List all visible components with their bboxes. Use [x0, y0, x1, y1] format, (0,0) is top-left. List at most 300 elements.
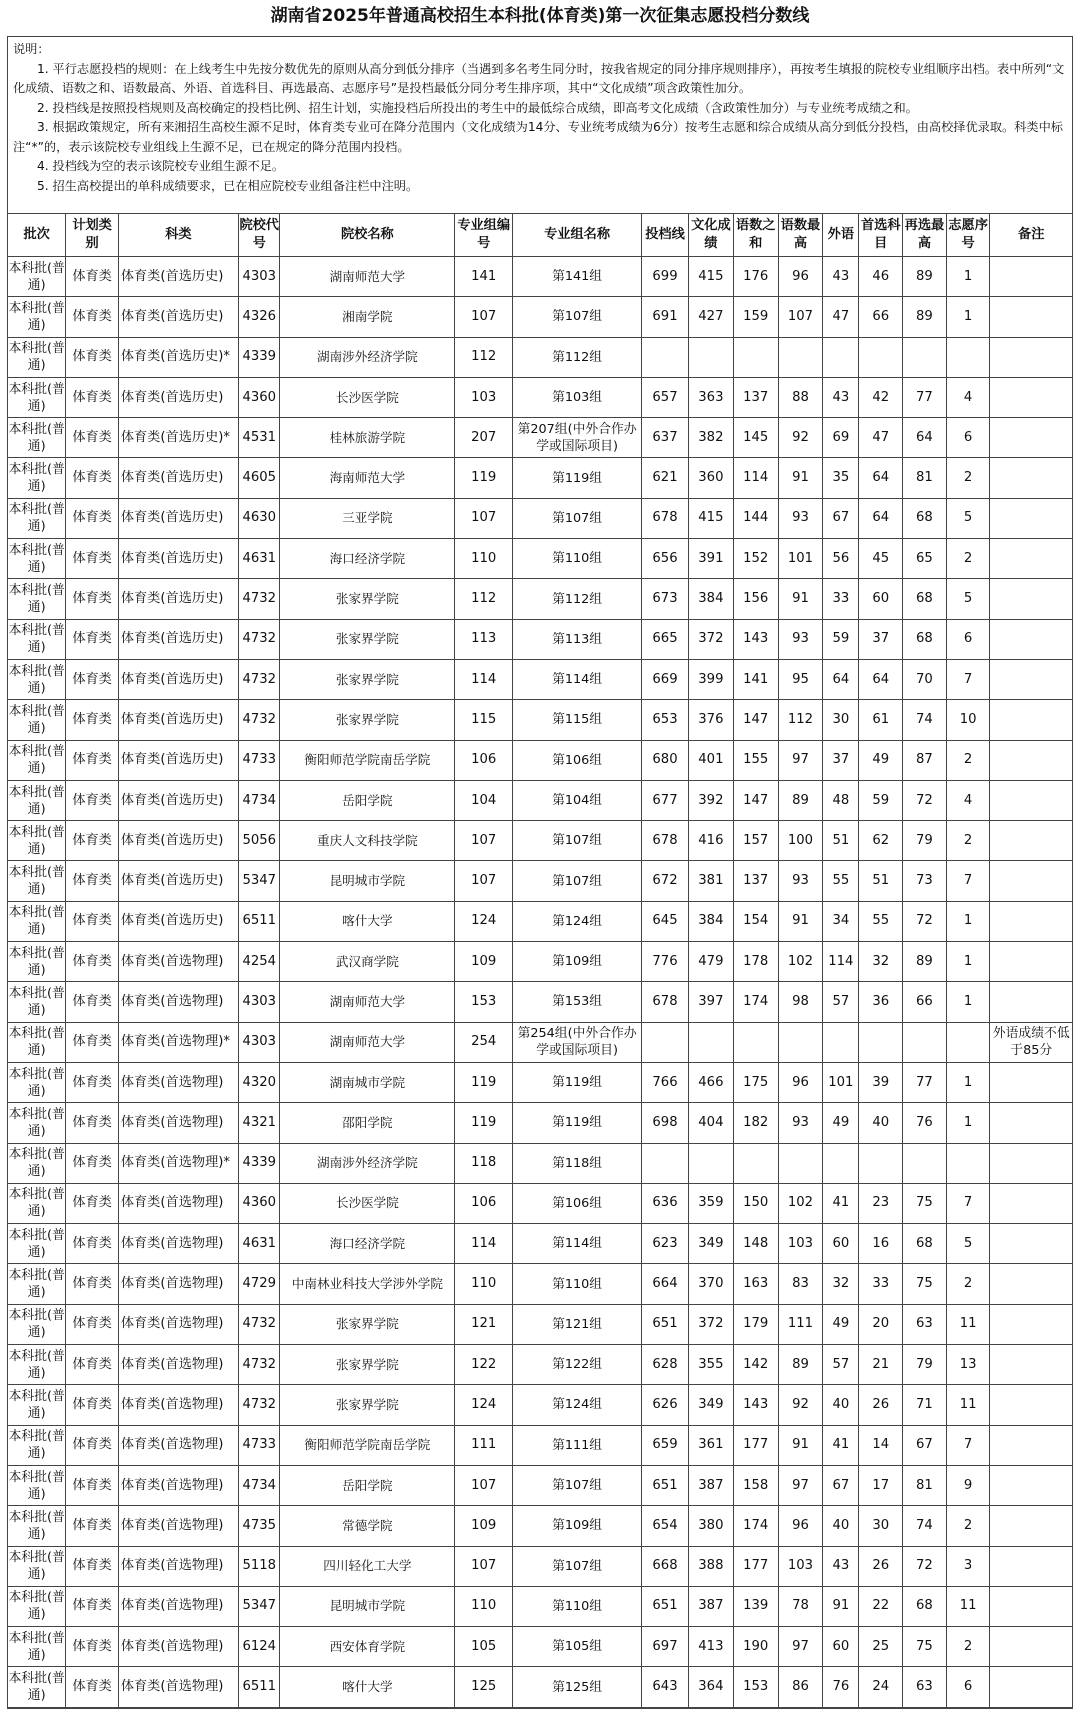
group-code-cell: 107 — [455, 1465, 513, 1505]
group-name-cell: 第105组 — [513, 1627, 642, 1667]
chinese-math-sum-cell: 148 — [733, 1224, 778, 1264]
preference-order-cell: 1 — [946, 257, 990, 297]
table-row — [8, 700, 1072, 740]
group-name-cell: 第109组 — [513, 942, 642, 982]
group-code-cell: 153 — [455, 982, 513, 1022]
first-subject-cell: 64 — [859, 659, 903, 699]
second-max-cell: 65 — [903, 539, 947, 579]
group-code-cell: 113 — [455, 619, 513, 659]
first-subject-cell: 46 — [859, 257, 903, 297]
chinese-math-sum-cell: 178 — [733, 942, 778, 982]
plan-type-cell: 体育类 — [66, 458, 118, 498]
chinese-math-sum-cell: 174 — [733, 1506, 778, 1546]
chinese-math-sum-cell: 137 — [733, 377, 778, 417]
foreign-language-cell — [823, 1143, 859, 1183]
school-code-cell: 4732 — [238, 619, 280, 659]
table-row — [8, 619, 1072, 659]
group-name-cell: 第118组 — [513, 1143, 642, 1183]
cutoff-score-cell — [642, 1022, 689, 1062]
first-subject-cell: 22 — [859, 1586, 903, 1626]
culture-score-cell — [689, 1022, 734, 1062]
second-max-cell: 81 — [903, 458, 947, 498]
page-title: 湖南省2025年普通高校招生本科批(体育类)第一次征集志愿投档分数线 — [270, 6, 810, 26]
table-row — [8, 1546, 1072, 1586]
first-subject-cell: 30 — [859, 1506, 903, 1546]
foreign-language-cell: 60 — [823, 1224, 859, 1264]
culture-score-cell: 359 — [689, 1183, 734, 1223]
chinese-math-sum-cell: 154 — [733, 901, 778, 941]
plan-type-cell: 体育类 — [66, 942, 118, 982]
chinese-math-sum-cell: 137 — [733, 861, 778, 901]
foreign-language-cell: 43 — [823, 377, 859, 417]
batch-cell: 本科批(普通) — [8, 458, 66, 498]
remarks-cell — [990, 821, 1072, 861]
chinese-math-max-cell — [778, 1022, 823, 1062]
second-max-cell: 76 — [903, 1103, 947, 1143]
school-name-cell: 喀什大学 — [280, 1667, 455, 1707]
culture-score-cell: 479 — [689, 942, 734, 982]
group-name-cell: 第107组 — [513, 1465, 642, 1505]
school-code-cell: 6511 — [238, 901, 280, 941]
first-subject-cell: 64 — [859, 498, 903, 538]
group-code-cell: 115 — [455, 700, 513, 740]
header-cell: 院校名称 — [280, 214, 455, 257]
foreign-language-cell: 67 — [823, 498, 859, 538]
school-code-cell: 4732 — [238, 1345, 280, 1385]
culture-score-cell: 466 — [689, 1062, 734, 1102]
batch-cell: 本科批(普通) — [8, 740, 66, 780]
school-name-cell: 湖南涉外经济学院 — [280, 337, 455, 377]
school-name-cell: 湘南学院 — [280, 297, 455, 337]
group-code-cell: 112 — [455, 579, 513, 619]
preference-order-cell: 5 — [946, 579, 990, 619]
group-name-cell: 第109组 — [513, 1506, 642, 1546]
group-code-cell: 110 — [455, 539, 513, 579]
school-name-cell: 昆明城市学院 — [280, 1586, 455, 1626]
second-max-cell: 75 — [903, 1627, 947, 1667]
foreign-language-cell: 32 — [823, 1264, 859, 1304]
first-subject-cell: 32 — [859, 942, 903, 982]
first-subject-cell: 17 — [859, 1465, 903, 1505]
foreign-language-cell — [823, 337, 859, 377]
second-max-cell: 73 — [903, 861, 947, 901]
school-code-cell: 4729 — [238, 1264, 280, 1304]
cutoff-score-cell: 680 — [642, 740, 689, 780]
chinese-math-max-cell: 88 — [778, 377, 823, 417]
remarks-cell — [990, 1062, 1072, 1102]
subject-category-cell: 体育类(首选历史) — [118, 458, 238, 498]
subject-category-cell: 体育类(首选历史) — [118, 619, 238, 659]
foreign-language-cell: 47 — [823, 297, 859, 337]
chinese-math-sum-cell: 143 — [733, 1385, 778, 1425]
chinese-math-sum-cell: 190 — [733, 1627, 778, 1667]
foreign-language-cell: 41 — [823, 1425, 859, 1465]
second-max-cell: 67 — [903, 1425, 947, 1465]
plan-type-cell: 体育类 — [66, 1103, 118, 1143]
chinese-math-max-cell: 111 — [778, 1304, 823, 1344]
remarks-cell — [990, 1667, 1072, 1707]
school-code-cell: 4531 — [238, 418, 280, 458]
preference-order-cell — [946, 1022, 990, 1062]
foreign-language-cell: 40 — [823, 1385, 859, 1425]
preference-order-cell: 11 — [946, 1385, 990, 1425]
school-name-cell: 湖南涉外经济学院 — [280, 1143, 455, 1183]
group-code-cell: 109 — [455, 942, 513, 982]
chinese-math-sum-cell: 174 — [733, 982, 778, 1022]
header-cell: 外语 — [823, 214, 859, 257]
foreign-language-cell: 37 — [823, 740, 859, 780]
preference-order-cell: 11 — [946, 1304, 990, 1344]
chinese-math-sum-cell: 141 — [733, 659, 778, 699]
group-code-cell: 124 — [455, 1385, 513, 1425]
culture-score-cell: 382 — [689, 418, 734, 458]
subject-category-cell: 体育类(首选历史)* — [118, 418, 238, 458]
preference-order-cell: 6 — [946, 1667, 990, 1707]
batch-cell: 本科批(普通) — [8, 982, 66, 1022]
group-code-cell: 107 — [455, 297, 513, 337]
batch-cell: 本科批(普通) — [8, 619, 66, 659]
second-max-cell — [903, 1022, 947, 1062]
plan-type-cell: 体育类 — [66, 1264, 118, 1304]
table-row — [8, 1264, 1072, 1304]
culture-score-cell: 361 — [689, 1425, 734, 1465]
chinese-math-sum-cell: 147 — [733, 700, 778, 740]
chinese-math-sum-cell: 159 — [733, 297, 778, 337]
cutoff-score-cell: 621 — [642, 458, 689, 498]
cutoff-score-cell: 678 — [642, 982, 689, 1022]
plan-type-cell: 体育类 — [66, 982, 118, 1022]
group-code-cell: 104 — [455, 780, 513, 820]
culture-score-cell: 391 — [689, 539, 734, 579]
chinese-math-sum-cell: 152 — [733, 539, 778, 579]
school-code-cell: 5118 — [238, 1546, 280, 1586]
second-max-cell: 68 — [903, 1586, 947, 1626]
second-max-cell: 89 — [903, 257, 947, 297]
group-code-cell: 118 — [455, 1143, 513, 1183]
chinese-math-max-cell: 98 — [778, 982, 823, 1022]
chinese-math-sum-cell: 176 — [733, 257, 778, 297]
school-code-cell: 4360 — [238, 1183, 280, 1223]
school-name-cell: 张家界学院 — [280, 619, 455, 659]
second-max-cell: 81 — [903, 1465, 947, 1505]
subject-category-cell: 体育类(首选历史) — [118, 700, 238, 740]
chinese-math-max-cell: 107 — [778, 297, 823, 337]
preference-order-cell — [946, 337, 990, 377]
plan-type-cell: 体育类 — [66, 1062, 118, 1102]
preference-order-cell: 1 — [946, 901, 990, 941]
subject-category-cell: 体育类(首选历史) — [118, 659, 238, 699]
table-row — [8, 297, 1072, 337]
chinese-math-max-cell: 93 — [778, 1103, 823, 1143]
table-row — [8, 1425, 1072, 1465]
school-name-cell: 中南林业科技大学涉外学院 — [280, 1264, 455, 1304]
foreign-language-cell: 51 — [823, 821, 859, 861]
second-max-cell: 74 — [903, 700, 947, 740]
group-name-cell: 第119组 — [513, 1103, 642, 1143]
remarks-cell — [990, 619, 1072, 659]
second-max-cell: 72 — [903, 901, 947, 941]
foreign-language-cell: 57 — [823, 982, 859, 1022]
plan-type-cell: 体育类 — [66, 1465, 118, 1505]
culture-score-cell: 372 — [689, 1304, 734, 1344]
school-name-cell: 湖南城市学院 — [280, 1062, 455, 1102]
header-cell: 投档线 — [642, 214, 689, 257]
chinese-math-max-cell — [778, 337, 823, 377]
preference-order-cell: 6 — [946, 418, 990, 458]
remarks-cell — [990, 1143, 1072, 1183]
school-name-cell: 湖南师范大学 — [280, 982, 455, 1022]
table-row — [8, 1183, 1072, 1223]
culture-score-cell: 397 — [689, 982, 734, 1022]
remarks-cell — [990, 982, 1072, 1022]
plan-type-cell: 体育类 — [66, 901, 118, 941]
school-code-cell: 4733 — [238, 740, 280, 780]
culture-score-cell: 363 — [689, 377, 734, 417]
school-code-cell: 4303 — [238, 982, 280, 1022]
chinese-math-max-cell: 96 — [778, 1062, 823, 1102]
remarks-cell — [990, 861, 1072, 901]
school-name-cell: 喀什大学 — [280, 901, 455, 941]
remarks-cell — [990, 337, 1072, 377]
chinese-math-sum-cell: 114 — [733, 458, 778, 498]
cutoff-score-cell: 626 — [642, 1385, 689, 1425]
preference-order-cell: 7 — [946, 1425, 990, 1465]
plan-type-cell: 体育类 — [66, 1627, 118, 1667]
cutoff-score-cell: 673 — [642, 579, 689, 619]
plan-type-cell: 体育类 — [66, 619, 118, 659]
batch-cell: 本科批(普通) — [8, 1546, 66, 1586]
preference-order-cell: 2 — [946, 458, 990, 498]
group-code-cell: 124 — [455, 901, 513, 941]
school-code-cell: 4630 — [238, 498, 280, 538]
foreign-language-cell: 59 — [823, 619, 859, 659]
culture-score-cell: 370 — [689, 1264, 734, 1304]
table-row — [8, 1667, 1072, 1707]
foreign-language-cell: 55 — [823, 861, 859, 901]
plan-type-cell: 体育类 — [66, 297, 118, 337]
group-code-cell: 111 — [455, 1425, 513, 1465]
school-name-cell: 湖南师范大学 — [280, 257, 455, 297]
remarks-cell — [990, 1506, 1072, 1546]
table-row — [8, 377, 1072, 417]
school-code-cell: 4735 — [238, 1506, 280, 1546]
batch-cell: 本科批(普通) — [8, 1143, 66, 1183]
chinese-math-max-cell: 86 — [778, 1667, 823, 1707]
subject-category-cell: 体育类(首选物理) — [118, 1224, 238, 1264]
table-row — [8, 1103, 1072, 1143]
school-name-cell: 武汉商学院 — [280, 942, 455, 982]
table-row — [8, 257, 1072, 297]
group-name-cell: 第107组 — [513, 861, 642, 901]
chinese-math-max-cell — [778, 1143, 823, 1183]
culture-score-cell: 380 — [689, 1506, 734, 1546]
batch-cell: 本科批(普通) — [8, 901, 66, 941]
chinese-math-max-cell: 97 — [778, 1465, 823, 1505]
subject-category-cell: 体育类(首选物理) — [118, 1304, 238, 1344]
school-code-cell: 4733 — [238, 1425, 280, 1465]
school-name-cell: 桂林旅游学院 — [280, 418, 455, 458]
chinese-math-max-cell: 112 — [778, 700, 823, 740]
cutoff-score-cell: 623 — [642, 1224, 689, 1264]
second-max-cell: 79 — [903, 1345, 947, 1385]
cutoff-score-cell: 659 — [642, 1425, 689, 1465]
batch-cell: 本科批(普通) — [8, 1667, 66, 1707]
batch-cell: 本科批(普通) — [8, 579, 66, 619]
chinese-math-sum-cell: 177 — [733, 1546, 778, 1586]
school-code-cell: 4339 — [238, 1143, 280, 1183]
second-max-cell: 64 — [903, 418, 947, 458]
plan-type-cell: 体育类 — [66, 700, 118, 740]
preference-order-cell: 2 — [946, 1627, 990, 1667]
remarks-cell — [990, 579, 1072, 619]
group-code-cell: 112 — [455, 337, 513, 377]
school-name-cell: 长沙医学院 — [280, 377, 455, 417]
subject-category-cell: 体育类(首选历史) — [118, 257, 238, 297]
second-max-cell: 89 — [903, 942, 947, 982]
culture-score-cell — [689, 1143, 734, 1183]
school-name-cell: 张家界学院 — [280, 1345, 455, 1385]
first-subject-cell: 36 — [859, 982, 903, 1022]
preference-order-cell: 2 — [946, 821, 990, 861]
plan-type-cell: 体育类 — [66, 1143, 118, 1183]
foreign-language-cell: 101 — [823, 1062, 859, 1102]
group-code-cell: 119 — [455, 1062, 513, 1102]
preference-order-cell: 9 — [946, 1465, 990, 1505]
remarks-cell — [990, 458, 1072, 498]
chinese-math-max-cell: 89 — [778, 1345, 823, 1385]
cutoff-score-cell: 657 — [642, 377, 689, 417]
first-subject-cell: 61 — [859, 700, 903, 740]
preference-order-cell: 13 — [946, 1345, 990, 1385]
school-code-cell: 4734 — [238, 780, 280, 820]
foreign-language-cell: 91 — [823, 1586, 859, 1626]
preference-order-cell: 3 — [946, 1546, 990, 1586]
school-code-cell: 6124 — [238, 1627, 280, 1667]
second-max-cell: 63 — [903, 1667, 947, 1707]
culture-score-cell: 372 — [689, 619, 734, 659]
table-row — [8, 1062, 1072, 1102]
remarks-cell — [990, 901, 1072, 941]
foreign-language-cell: 43 — [823, 257, 859, 297]
plan-type-cell: 体育类 — [66, 821, 118, 861]
chinese-math-sum-cell: 163 — [733, 1264, 778, 1304]
cutoff-score-cell: 643 — [642, 1667, 689, 1707]
chinese-math-sum-cell: 153 — [733, 1667, 778, 1707]
school-code-cell: 4732 — [238, 700, 280, 740]
foreign-language-cell: 49 — [823, 1304, 859, 1344]
first-subject-cell — [859, 1143, 903, 1183]
foreign-language-cell: 49 — [823, 1103, 859, 1143]
cutoff-score-cell: 665 — [642, 619, 689, 659]
preference-order-cell: 10 — [946, 700, 990, 740]
foreign-language-cell: 114 — [823, 942, 859, 982]
foreign-language-cell: 33 — [823, 579, 859, 619]
school-code-cell: 4321 — [238, 1103, 280, 1143]
subject-category-cell: 体育类(首选历史) — [118, 821, 238, 861]
preference-order-cell: 7 — [946, 861, 990, 901]
cutoff-score-cell: 645 — [642, 901, 689, 941]
remarks-cell — [990, 297, 1072, 337]
subject-category-cell: 体育类(首选物理) — [118, 1103, 238, 1143]
preference-order-cell: 4 — [946, 780, 990, 820]
group-name-cell: 第122组 — [513, 1345, 642, 1385]
preference-order-cell — [946, 1143, 990, 1183]
table-row — [8, 821, 1072, 861]
cutoff-score-cell: 653 — [642, 700, 689, 740]
group-name-cell: 第119组 — [513, 458, 642, 498]
header-cell: 再选最高 — [903, 214, 947, 257]
remarks-cell — [990, 1345, 1072, 1385]
table-row — [8, 1345, 1072, 1385]
batch-cell: 本科批(普通) — [8, 821, 66, 861]
group-code-cell: 122 — [455, 1345, 513, 1385]
foreign-language-cell: 40 — [823, 1506, 859, 1546]
preference-order-cell: 1 — [946, 942, 990, 982]
subject-category-cell: 体育类(首选物理) — [118, 1465, 238, 1505]
chinese-math-max-cell: 96 — [778, 257, 823, 297]
chinese-math-max-cell: 102 — [778, 942, 823, 982]
first-subject-cell — [859, 337, 903, 377]
batch-cell: 本科批(普通) — [8, 1345, 66, 1385]
group-code-cell: 106 — [455, 1183, 513, 1223]
chinese-math-sum-cell: 145 — [733, 418, 778, 458]
culture-score-cell: 349 — [689, 1224, 734, 1264]
remarks-cell — [990, 1264, 1072, 1304]
culture-score-cell: 399 — [689, 659, 734, 699]
culture-score-cell: 387 — [689, 1465, 734, 1505]
group-code-cell: 141 — [455, 257, 513, 297]
group-name-cell: 第107组 — [513, 1546, 642, 1586]
chinese-math-sum-cell: 157 — [733, 821, 778, 861]
plan-type-cell: 体育类 — [66, 1425, 118, 1465]
note-item: 3. 根据政策规定，所有来湘招生高校生源不足时，体育类专业可在降分范围内（文化成绩为14分、专业统考成绩为6分）按考生志愿和综合成绩从高分到低分投档，由高校择优录取。科类中标注“*”的，表示该院校专业组线上生源不足，已在规定的降分范围内投档。 — [13, 120, 1063, 154]
remarks-cell: 外语成绩不低于85分 — [990, 1022, 1072, 1062]
plan-type-cell: 体育类 — [66, 861, 118, 901]
cutoff-score-cell: 637 — [642, 418, 689, 458]
first-subject-cell: 14 — [859, 1425, 903, 1465]
table-row — [8, 1465, 1072, 1505]
culture-score-cell: 384 — [689, 901, 734, 941]
foreign-language-cell: 67 — [823, 1465, 859, 1505]
table-row — [8, 458, 1072, 498]
group-code-cell: 107 — [455, 861, 513, 901]
notes-section — [8, 37, 1072, 214]
subject-category-cell: 体育类(首选物理) — [118, 1385, 238, 1425]
group-name-cell: 第119组 — [513, 1062, 642, 1102]
chinese-math-sum-cell: 147 — [733, 780, 778, 820]
cutoff-score-cell: 698 — [642, 1103, 689, 1143]
preference-order-cell: 2 — [946, 539, 990, 579]
remarks-cell — [990, 1546, 1072, 1586]
remarks-cell — [990, 1586, 1072, 1626]
group-code-cell: 107 — [455, 498, 513, 538]
group-name-cell: 第121组 — [513, 1304, 642, 1344]
school-code-cell: 4631 — [238, 539, 280, 579]
cutoff-score-cell — [642, 337, 689, 377]
cutoff-score-cell: 672 — [642, 861, 689, 901]
cutoff-score-cell: 651 — [642, 1304, 689, 1344]
school-code-cell: 4326 — [238, 297, 280, 337]
culture-score-cell: 401 — [689, 740, 734, 780]
table-row — [8, 740, 1072, 780]
chinese-math-max-cell: 93 — [778, 861, 823, 901]
note-item: 2. 投档线是按照投档规则及高校确定的投档比例、招生计划，实施投档后所投出的考生中的最低综合成绩，即高考文化成绩（含政策性加分）与专业统考成绩之和。 — [37, 100, 918, 115]
school-code-cell: 5347 — [238, 1586, 280, 1626]
group-code-cell: 107 — [455, 821, 513, 861]
preference-order-cell: 2 — [946, 1264, 990, 1304]
plan-type-cell: 体育类 — [66, 498, 118, 538]
group-name-cell: 第106组 — [513, 740, 642, 780]
